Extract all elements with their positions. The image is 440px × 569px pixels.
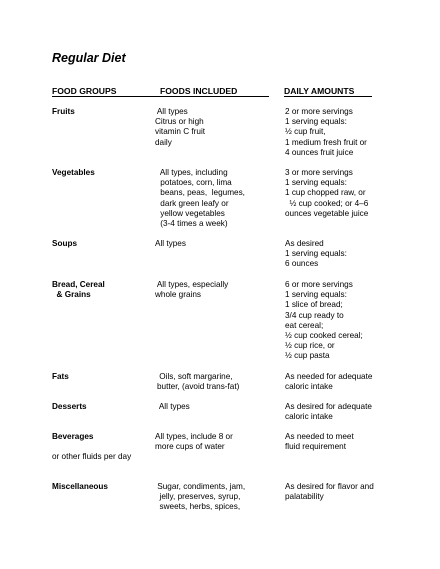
- food-group-bread-cereal-grains: Bread, Cereal & Grains: [52, 280, 105, 300]
- food-group-fruits: Fruits: [52, 107, 75, 116]
- food-group-vegetables: Vegetables: [52, 168, 95, 177]
- header-underline: [284, 96, 372, 97]
- foods-included-fruits: All types Citrus or high vitamin C fruit daily: [155, 107, 206, 147]
- header-foods-included: FOODS INCLUDED: [160, 86, 238, 96]
- food-group-beverages: Beverages: [52, 432, 94, 441]
- daily-amounts-fats: As needed for adequate caloric intake: [285, 372, 373, 392]
- daily-amounts-vegetables: 3 or more servings 1 serving equals: 1 cup chopped raw, or ½ cup cooked; or 4–6 ounces vegetable juice: [285, 168, 369, 218]
- food-group-beverages-note: or other fluids per day: [52, 452, 132, 461]
- foods-included-fats: Oils, soft margarine, butter, (avoid trans-fat): [157, 372, 240, 392]
- foods-included-bread-cereal-grains: All types, especially whole grains: [155, 280, 229, 300]
- daily-amounts-soups: As desired 1 serving equals: 6 ounces: [285, 239, 347, 269]
- foods-included-vegetables: All types, including potatoes, corn, lima beans, peas, legumes, dark green leafy or yellow vegetables (3-4 times a week): [159, 168, 245, 229]
- foods-included-desserts: All types: [157, 402, 190, 411]
- foods-included-miscellaneous: Sugar, condiments, jam, jelly, preserves, syrup, sweets, herbs, spices,: [157, 482, 246, 512]
- foods-included-beverages: All types, include 8 or more cups of water: [155, 432, 233, 452]
- daily-amounts-fruits: 2 or more servings 1 serving equals: ½ cup fruit, 1 medium fresh fruit or 4 ounces fruit juice: [285, 107, 367, 157]
- daily-amounts-bread-cereal-grains: 6 or more servings 1 serving equals: 1 slice of bread; 3/4 cup ready to eat cereal; ½ cup cooked cereal; ½ cup rice, or ½ cup pasta: [285, 280, 363, 361]
- page-title: Regular Diet: [52, 51, 126, 65]
- daily-amounts-miscellaneous: As desired for flavor and palatability: [285, 482, 374, 502]
- header-food-groups: FOOD GROUPS: [52, 86, 117, 96]
- header-underline: [52, 96, 269, 97]
- food-group-fats: Fats: [52, 372, 69, 381]
- food-group-miscellaneous: Miscellaneous: [52, 482, 108, 491]
- daily-amounts-desserts: As desired for adequate caloric intake: [285, 402, 372, 422]
- foods-included-soups: All types: [155, 239, 186, 248]
- food-group-soups: Soups: [52, 239, 78, 248]
- food-group-desserts: Desserts: [52, 402, 87, 411]
- header-daily-amounts: DAILY AMOUNTS: [284, 86, 355, 96]
- daily-amounts-beverages: As needed to meet fluid requirement: [285, 432, 354, 452]
